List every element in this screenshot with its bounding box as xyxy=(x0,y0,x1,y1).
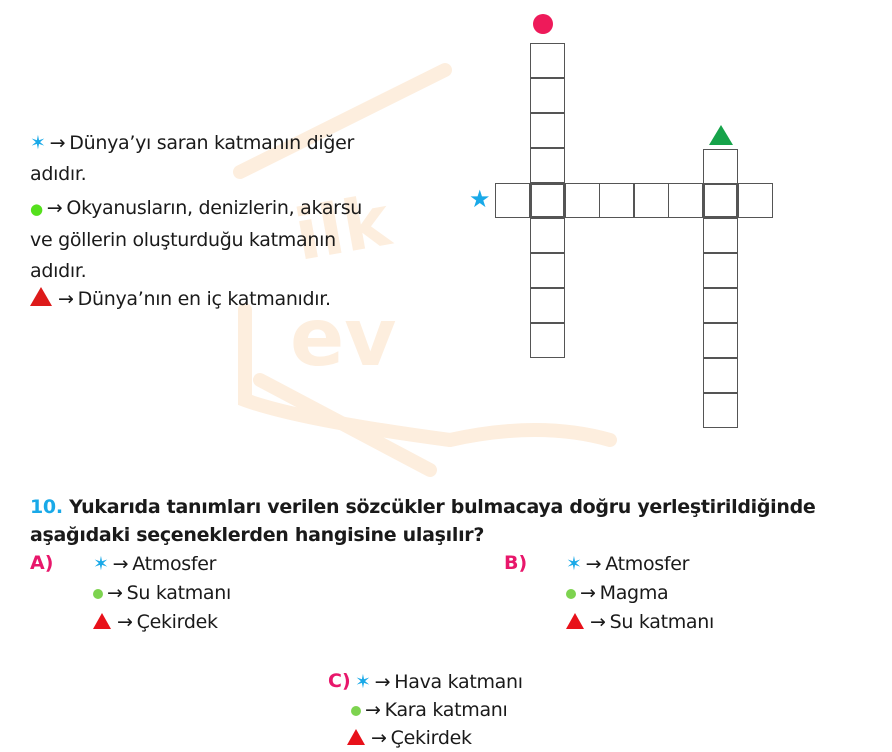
option-c-dot xyxy=(351,696,508,724)
option-c-triangle xyxy=(347,724,472,752)
green-triangle-icon xyxy=(709,125,733,145)
crossword-cell[interactable] xyxy=(530,43,565,78)
option-c-label[interactable]: C) xyxy=(328,670,351,692)
crossword-cell[interactable] xyxy=(703,393,738,428)
crossword-cell[interactable] xyxy=(495,183,530,218)
svg-text:ev: ev xyxy=(290,291,397,384)
option-a-label[interactable]: A) xyxy=(30,552,54,574)
crossword-cell[interactable] xyxy=(738,183,773,218)
crossword-cell[interactable] xyxy=(599,183,634,218)
question xyxy=(30,493,850,549)
crossword-cell[interactable] xyxy=(703,253,738,288)
green-dot-icon xyxy=(351,706,361,716)
question-number: 10. xyxy=(30,496,63,518)
crossword-cell[interactable] xyxy=(634,183,669,218)
star-icon: ✶ xyxy=(93,553,109,575)
option-text: Su katmanı xyxy=(609,611,715,633)
question-text-line2: aşağıdaki seçeneklerden hangisine ulaşılır? xyxy=(30,524,485,546)
arrow-icon: → xyxy=(107,582,123,604)
star-icon: ✶ xyxy=(566,553,582,575)
red-triangle-icon xyxy=(347,729,365,745)
crossword-cell[interactable] xyxy=(565,183,600,218)
option-text: Atmosfer xyxy=(605,553,690,575)
option-a-star xyxy=(93,550,216,578)
crossword-cell[interactable] xyxy=(530,253,565,288)
arrow-icon: → xyxy=(590,611,606,633)
clue-text: Dünya’yı saran katmanın diğer xyxy=(69,132,355,154)
option-b-star xyxy=(566,550,689,578)
option-a-dot xyxy=(93,579,231,607)
arrow-icon: → xyxy=(49,132,66,154)
clue-text: adıdır. xyxy=(30,260,87,282)
arrow-icon: → xyxy=(374,671,391,693)
arrow-icon: → xyxy=(580,582,596,604)
clue-text: adıdır. xyxy=(30,163,87,185)
option-text: Çekirdek xyxy=(136,611,218,633)
svg-text:ilk: ilk xyxy=(288,179,397,277)
green-dot-icon xyxy=(93,589,103,599)
crossword-cell[interactable] xyxy=(703,218,738,253)
option-c-star xyxy=(355,668,523,696)
option-text: Su katmanı xyxy=(126,582,232,604)
option-text: Kara katmanı xyxy=(384,699,508,721)
question-text-line1: Yukarıda tanımları verilen sözcükler bulmacaya doğru yerleştirildiğinde xyxy=(69,496,816,518)
crossword-cell[interactable] xyxy=(703,149,738,184)
option-a-triangle xyxy=(93,608,218,636)
arrow-icon: → xyxy=(365,699,381,721)
star-icon: ✶ xyxy=(30,132,46,154)
option-b-label[interactable]: B) xyxy=(504,552,528,574)
arrow-icon: → xyxy=(585,553,602,575)
crossword-cell[interactable] xyxy=(668,183,703,218)
arrow-icon: → xyxy=(46,197,63,219)
arrow-icon: → xyxy=(117,611,133,633)
crossword-cell[interactable] xyxy=(703,323,738,358)
clue-text: Okyanusların, denizlerin, akarsu xyxy=(66,197,363,219)
crossword-cell[interactable] xyxy=(530,218,565,253)
clue-text: ve göllerin oluşturduğu katmanın xyxy=(30,229,336,251)
crossword-cell[interactable] xyxy=(530,288,565,323)
option-text: Atmosfer xyxy=(132,553,217,575)
crossword-cell-intersection[interactable] xyxy=(530,183,565,218)
option-text: Hava katmanı xyxy=(394,671,523,693)
crossword-cell[interactable] xyxy=(703,358,738,393)
crossword-cell[interactable] xyxy=(530,113,565,148)
blue-star-icon: ★ xyxy=(469,185,491,213)
arrow-icon: → xyxy=(58,288,74,310)
crossword-cell[interactable] xyxy=(703,288,738,323)
option-b-dot xyxy=(566,579,668,607)
crossword-cell[interactable] xyxy=(530,78,565,113)
option-text: Magma xyxy=(599,582,669,604)
crossword-cell[interactable] xyxy=(530,148,565,183)
clue-text: Dünya’nın en iç katmanıdır. xyxy=(77,288,331,310)
arrow-icon: → xyxy=(371,727,387,749)
star-icon: ✶ xyxy=(355,671,371,693)
green-dot-icon xyxy=(566,589,576,599)
green-dot-icon: ● xyxy=(30,200,43,218)
crossword-cell[interactable] xyxy=(530,323,565,358)
red-triangle-icon xyxy=(93,613,111,629)
option-b-triangle xyxy=(566,608,714,636)
red-circle-icon xyxy=(533,14,553,34)
crossword-cell-intersection[interactable] xyxy=(703,183,738,218)
option-text: Çekirdek xyxy=(390,727,472,749)
red-triangle-icon xyxy=(566,613,584,629)
arrow-icon: → xyxy=(112,553,129,575)
